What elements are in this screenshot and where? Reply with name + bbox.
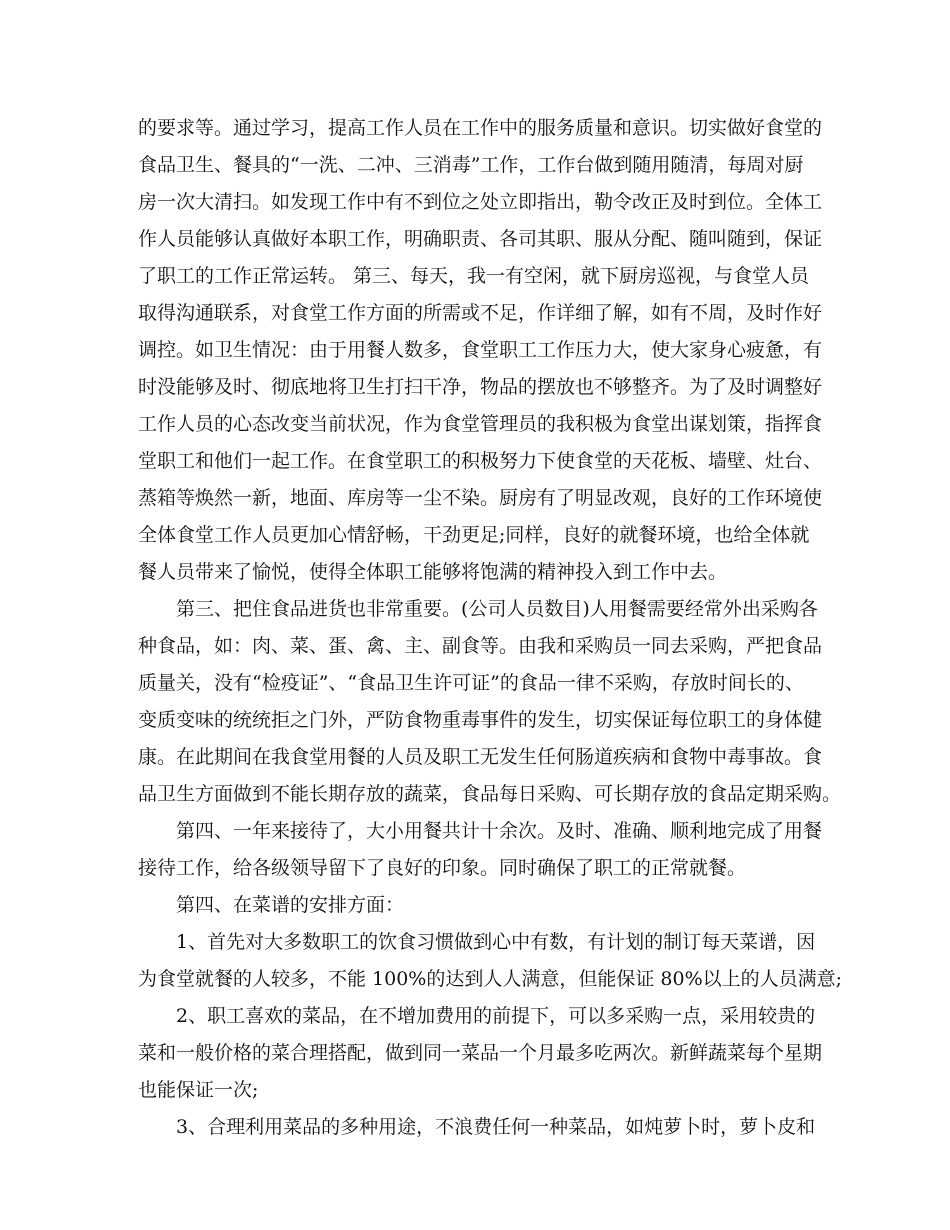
text-line: 变质变味的统统拒之门外，严防食物重毒事件的发生，切实保证每位职工的身体健 [138, 709, 823, 731]
section-heading-line: 第四、在菜谱的安排方面： [176, 894, 405, 916]
paragraph-start-line: 1、首先对大多数职工的饮食习惯做到心中有数，有计划的制订每天菜谱，因 [176, 931, 816, 953]
text-line: 康。在此期间在我食堂用餐的人员及职工无发生任何肠道疾病和食物中毒事故。食 [138, 746, 823, 768]
text-line: 餐人员带来了愉悦，使得全体职工能够将饱满的精神投入到工作中去。 [138, 561, 728, 583]
paragraph-start-line: 3、合理利用菜品的多种用途，不浪费任何一种菜品，如炖萝卜时，萝卜皮和 [176, 1116, 816, 1138]
text-line: 为食堂就餐的人较多，不能 100%的达到人人满意，但能保证 80%以上的人员满意; [138, 968, 843, 990]
text-line: 品卫生方面做到不能长期存放的蔬菜，食品每日采购、可长期存放的食品定期采购。 [138, 783, 842, 805]
text-line: 菜和一般价格的菜合理搭配，做到同一菜品一个月最多吃两次。新鲜蔬菜每个星期 [138, 1042, 823, 1064]
text-line: 种食品，如：肉、菜、蛋、禽、主、副食等。由我和采购员一同去采购，严把食品 [138, 635, 823, 657]
text-line: 时没能够及时、彻底地将卫生打扫干净，物品的摆放也不够整齐。为了及时调整好 [138, 376, 823, 398]
text-line: 接待工作，给各级领导留下了良好的印象。同时确保了职工的正常就餐。 [138, 857, 747, 879]
text-line: 了职工的工作正常运转。 第三、每天，我一有空闲，就下厨房巡视，与食堂人员 [138, 265, 810, 287]
text-line: 调控。如卫生情况：由于用餐人数多，食堂职工工作压力大，使大家身心疲惫，有 [138, 339, 823, 361]
paragraph-start-line: 第三、把住食品进货也非常重要。(公司人员数目)人用餐需要经常外出采购各 [176, 598, 818, 620]
text-line: 堂职工和他们一起工作。在食堂职工的积极努力下使食堂的天花板、墙壁、灶台、 [138, 450, 823, 472]
text-line: 蒸箱等焕然一新，地面、库房等一尘不染。厨房有了明显改观，良好的工作环境使 [138, 487, 823, 509]
text-line: 也能保证一次; [138, 1079, 259, 1101]
text-line: 全体食堂工作人员更加心情舒畅，干劲更足;同样，良好的就餐环境，也给全体就 [138, 524, 810, 546]
text-line: 房一次大清扫。如发现工作中有不到位之处立即指出，勒令改正及时到位。全体工 [138, 191, 823, 213]
text-line: 作人员能够认真做好本职工作，明确职责、各司其职、服从分配、随叫随到，保证 [138, 228, 823, 250]
text-line: 取得沟通联系，对食堂工作方面的所需或不足，作详细了解，如有不周，及时作好 [138, 302, 823, 324]
text-line: 质量关，没有“检疫证”、“食品卫生许可证”的食品一律不采购，存放时间长的、 [138, 672, 804, 694]
paragraph-start-line: 第四、一年来接待了，大小用餐共计十余次。及时、准确、顺利地完成了用餐 [176, 820, 823, 842]
text-line: 工作人员的心态改变当前状况，作为食堂管理员的我积极为食堂出谋划策，指挥食 [138, 413, 823, 435]
paragraph-start-line: 2、职工喜欢的菜品，在不增加费用的前提下，可以多采购一点，采用较贵的 [176, 1005, 816, 1027]
text-line: 食品卫生、餐具的“一洗、二冲、三消毒”工作，工作台做到随用随清，每周对厨 [138, 154, 804, 176]
text-line: 的要求等。通过学习，提高工作人员在工作中的服务质量和意识。切实做好食堂的 [138, 117, 823, 139]
